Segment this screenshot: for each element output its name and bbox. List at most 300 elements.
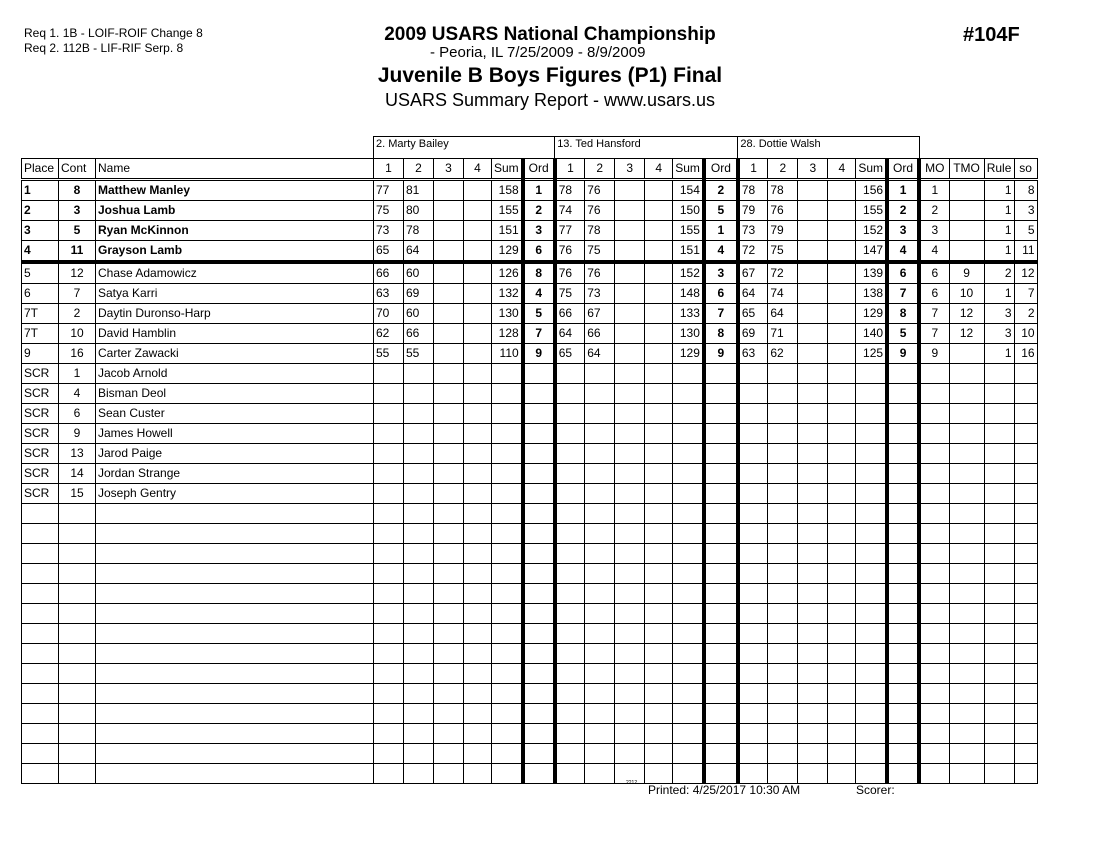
judge1-score-3 <box>434 344 464 364</box>
judge2-score-4 <box>645 424 673 444</box>
cont-cell <box>59 564 96 584</box>
judge2-score-2: 78 <box>585 221 615 241</box>
rule-cell <box>984 644 1014 664</box>
judge3-score-1 <box>738 364 768 384</box>
judge3-ord <box>887 684 919 704</box>
tmo-cell <box>949 241 984 263</box>
judge1-ord: 8 <box>523 262 555 284</box>
judge1-ord: 7 <box>523 324 555 344</box>
judge2-score-4 <box>645 684 673 704</box>
judge1-score-2 <box>404 624 434 644</box>
judge1-sum: 130 <box>492 304 523 324</box>
judge1-sum <box>492 484 523 504</box>
tmo-cell <box>949 364 984 384</box>
judge2-score-1: 78 <box>555 180 585 201</box>
column-header-row <box>22 159 1038 180</box>
judge1-score-3 <box>434 504 464 524</box>
judge2-sum: 154 <box>673 180 704 201</box>
judge3-score-1: 64 <box>738 284 768 304</box>
judge3-score-4 <box>828 364 856 384</box>
judge3-ord: 4 <box>887 241 919 263</box>
judge1-ord: 4 <box>523 284 555 304</box>
judge2-score-1 <box>555 724 585 744</box>
header-judge3-col2: 2 <box>768 159 798 180</box>
judge3-score-2 <box>768 604 798 624</box>
judge1-score-2 <box>404 544 434 564</box>
so-cell: 11 <box>1014 241 1037 263</box>
judge1-score-2 <box>404 684 434 704</box>
rule-cell: 3 <box>984 304 1014 324</box>
table-row <box>22 764 1038 784</box>
judge1-score-4 <box>464 262 492 284</box>
judge1-score-3 <box>434 284 464 304</box>
judge2-score-1 <box>555 624 585 644</box>
judge1-score-3 <box>434 464 464 484</box>
judge3-sum <box>856 684 887 704</box>
so-cell: 16 <box>1014 344 1037 364</box>
judge1-score-3 <box>434 304 464 324</box>
judge2-score-3 <box>615 221 645 241</box>
cont-cell: 4 <box>59 384 96 404</box>
tmo-cell <box>949 404 984 424</box>
judge1-score-3 <box>434 744 464 764</box>
judge3-sum <box>856 544 887 564</box>
judge2-sum <box>673 624 704 644</box>
so-cell <box>1014 424 1037 444</box>
so-cell <box>1014 704 1037 724</box>
judge1-score-2 <box>404 384 434 404</box>
judge3-sum <box>856 504 887 524</box>
name-cell: Joseph Gentry <box>96 484 374 504</box>
judge1-score-4 <box>464 624 492 644</box>
table-row <box>22 544 1038 564</box>
mo-cell <box>919 524 949 544</box>
judge2-ord <box>704 664 738 684</box>
table-row <box>22 424 1038 444</box>
judge3-sum <box>856 484 887 504</box>
mo-cell <box>919 644 949 664</box>
judge1-score-4 <box>464 464 492 484</box>
judge1-score-3 <box>434 544 464 564</box>
judge3-score-2 <box>768 584 798 604</box>
cont-cell: 11 <box>59 241 96 263</box>
judge2-ord <box>704 744 738 764</box>
judge1-score-4 <box>464 180 492 201</box>
tmo-cell <box>949 624 984 644</box>
so-cell: 2 <box>1014 304 1037 324</box>
judge3-score-2 <box>768 424 798 444</box>
judge2-score-2: 66 <box>585 324 615 344</box>
header-judge2-col5: Sum <box>673 159 704 180</box>
judge2-sum <box>673 604 704 624</box>
judge1-sum <box>492 364 523 384</box>
judge1-score-2 <box>404 404 434 424</box>
judge1-score-4 <box>464 704 492 724</box>
judge1-score-1 <box>374 764 404 784</box>
mo-cell <box>919 684 949 704</box>
judge2-score-1: 75 <box>555 284 585 304</box>
judge1-ord <box>523 764 555 784</box>
judge2-score-4 <box>645 262 673 284</box>
judge1-score-3 <box>434 444 464 464</box>
judge1-sum: 132 <box>492 284 523 304</box>
judge2-sum <box>673 664 704 684</box>
event-title: Juvenile B Boys Figures (P1) Final <box>377 64 723 87</box>
judge1-sum <box>492 464 523 484</box>
judge-header-row <box>22 137 1038 159</box>
rule-cell: 1 <box>984 221 1014 241</box>
judge3-score-4 <box>828 564 856 584</box>
judge3-score-2 <box>768 564 798 584</box>
judge1-ord <box>523 744 555 764</box>
judge3-sum <box>856 424 887 444</box>
judge2-score-1 <box>555 404 585 424</box>
judge2-score-4 <box>645 484 673 504</box>
judge3-score-1 <box>738 544 768 564</box>
judge3-score-2 <box>768 664 798 684</box>
judge3-score-1: 72 <box>738 241 768 263</box>
table-row <box>22 584 1038 604</box>
judge3-score-3 <box>798 644 828 664</box>
judge1-score-2 <box>404 424 434 444</box>
tmo-cell <box>949 221 984 241</box>
judge3-score-1 <box>738 604 768 624</box>
judge1-score-4 <box>464 564 492 584</box>
judge3-score-4 <box>828 664 856 684</box>
judge3-score-4 <box>828 304 856 324</box>
judge2-score-2: 76 <box>585 180 615 201</box>
table-row <box>22 524 1038 544</box>
judge2-score-4 <box>645 544 673 564</box>
judge2-score-2 <box>585 464 615 484</box>
judge3-sum <box>856 744 887 764</box>
judge3-sum <box>856 444 887 464</box>
table-row <box>22 664 1038 684</box>
name-cell: Chase Adamowicz <box>96 262 374 284</box>
judge2-ord <box>704 624 738 644</box>
judge2-score-2 <box>585 384 615 404</box>
judge1-score-1 <box>374 364 404 384</box>
cont-cell <box>59 584 96 604</box>
judge3-ord <box>887 624 919 644</box>
rule-cell <box>984 364 1014 384</box>
judge1-score-3 <box>434 704 464 724</box>
judge1-score-3 <box>434 584 464 604</box>
judge1-score-3 <box>434 221 464 241</box>
judge1-score-3 <box>434 201 464 221</box>
judge1-score-1: 62 <box>374 324 404 344</box>
judge3-score-1 <box>738 764 768 784</box>
judge3-score-1 <box>738 504 768 524</box>
judge3-score-4 <box>828 344 856 364</box>
judge2-sum <box>673 704 704 724</box>
judge1-score-1 <box>374 744 404 764</box>
judge2-score-4 <box>645 404 673 424</box>
judge3-score-1 <box>738 684 768 704</box>
judge2-score-1: 64 <box>555 324 585 344</box>
judge1-ord <box>523 564 555 584</box>
rule-cell <box>984 384 1014 404</box>
judge3-sum: 140 <box>856 324 887 344</box>
tmo-cell <box>949 604 984 624</box>
table-row <box>22 744 1038 764</box>
judge2-sum <box>673 644 704 664</box>
rule-cell <box>984 744 1014 764</box>
cont-cell: 10 <box>59 324 96 344</box>
judge2-score-1: 76 <box>555 262 585 284</box>
judge3-sum <box>856 564 887 584</box>
tmo-cell <box>949 544 984 564</box>
judge3-ord <box>887 464 919 484</box>
judge1-score-2 <box>404 464 434 484</box>
place-cell: SCR <box>22 364 59 384</box>
judge1-sum <box>492 624 523 644</box>
judge3-score-4 <box>828 724 856 744</box>
judge3-sum: 129 <box>856 304 887 324</box>
judge1-score-1 <box>374 484 404 504</box>
judge3-ord: 7 <box>887 284 919 304</box>
judge2-score-4 <box>645 180 673 201</box>
place-cell: 6 <box>22 284 59 304</box>
judge2-score-2: 73 <box>585 284 615 304</box>
judge1-ord: 1 <box>523 180 555 201</box>
judge1-score-3 <box>434 564 464 584</box>
judge1-score-2 <box>404 644 434 664</box>
so-cell: 7 <box>1014 284 1037 304</box>
judge3-ord <box>887 584 919 604</box>
rule-cell <box>984 764 1014 784</box>
judge1-ord: 9 <box>523 344 555 364</box>
judge-1-label: 2. Marty Bailey <box>374 137 555 159</box>
tmo-cell <box>949 444 984 464</box>
judge1-score-2: 55 <box>404 344 434 364</box>
header-so: so <box>1014 159 1037 180</box>
judge3-sum: 147 <box>856 241 887 263</box>
judge3-score-4 <box>828 180 856 201</box>
so-cell <box>1014 464 1037 484</box>
judge1-score-3 <box>434 384 464 404</box>
judge3-ord <box>887 404 919 424</box>
judge3-score-2: 78 <box>768 180 798 201</box>
judge1-ord <box>523 584 555 604</box>
judge3-ord: 8 <box>887 304 919 324</box>
mo-cell <box>919 764 949 784</box>
judge3-score-4 <box>828 704 856 724</box>
judge2-score-3 <box>615 684 645 704</box>
judge2-score-4 <box>645 464 673 484</box>
judge1-ord <box>523 444 555 464</box>
table-row <box>22 644 1038 664</box>
table-row <box>22 221 1038 241</box>
judge3-score-4 <box>828 524 856 544</box>
mo-cell: 2 <box>919 201 949 221</box>
judge3-score-3 <box>798 704 828 724</box>
cont-cell <box>59 544 96 564</box>
rule-cell <box>984 584 1014 604</box>
place-cell: 1 <box>22 180 59 201</box>
judge2-sum: 151 <box>673 241 704 263</box>
header-judge3-col6: Ord <box>887 159 919 180</box>
judge1-score-2 <box>404 364 434 384</box>
judge1-sum: 126 <box>492 262 523 284</box>
judge3-score-2: 79 <box>768 221 798 241</box>
so-cell <box>1014 404 1037 424</box>
judge3-score-3 <box>798 764 828 784</box>
judge1-score-1 <box>374 544 404 564</box>
judge1-score-1: 66 <box>374 262 404 284</box>
judge2-score-1: 74 <box>555 201 585 221</box>
judge3-score-3 <box>798 664 828 684</box>
table-row <box>22 704 1038 724</box>
judge3-score-2 <box>768 384 798 404</box>
cont-cell <box>59 684 96 704</box>
judge1-score-4 <box>464 284 492 304</box>
judge1-score-2 <box>404 504 434 524</box>
rule-cell: 1 <box>984 284 1014 304</box>
rule-cell: 1 <box>984 241 1014 263</box>
judge1-score-4 <box>464 484 492 504</box>
judge1-score-3 <box>434 364 464 384</box>
judge2-ord <box>704 504 738 524</box>
judge2-score-4 <box>645 624 673 644</box>
judge2-score-2 <box>585 584 615 604</box>
judge1-sum <box>492 604 523 624</box>
cont-cell <box>59 624 96 644</box>
judge2-score-2 <box>585 724 615 744</box>
judge2-score-3 <box>615 524 645 544</box>
judge3-score-4 <box>828 544 856 564</box>
judge2-score-1 <box>555 444 585 464</box>
table-row <box>22 464 1038 484</box>
mo-cell <box>919 704 949 724</box>
judge2-score-4 <box>645 444 673 464</box>
judge3-score-4 <box>828 504 856 524</box>
judge3-sum <box>856 664 887 684</box>
judge3-sum <box>856 624 887 644</box>
judge3-score-3 <box>798 684 828 704</box>
judge3-score-3 <box>798 241 828 263</box>
judge1-score-3 <box>434 604 464 624</box>
cont-cell: 12 <box>59 262 96 284</box>
table-row <box>22 624 1038 644</box>
tmo-cell <box>949 201 984 221</box>
judge1-score-1 <box>374 684 404 704</box>
judge1-score-1 <box>374 564 404 584</box>
judge2-score-4 <box>645 704 673 724</box>
judge1-score-2: 60 <box>404 262 434 284</box>
name-cell: Ryan McKinnon <box>96 221 374 241</box>
judge2-score-2 <box>585 424 615 444</box>
judge1-score-4 <box>464 404 492 424</box>
judge2-score-3 <box>615 744 645 764</box>
header-judge1-col5: Sum <box>492 159 523 180</box>
judge1-sum: 151 <box>492 221 523 241</box>
header-judge3-col1: 1 <box>738 159 768 180</box>
mo-cell: 4 <box>919 241 949 263</box>
name-cell: Daytin Duronso-Harp <box>96 304 374 324</box>
judge2-ord: 4 <box>704 241 738 263</box>
mo-cell: 3 <box>919 221 949 241</box>
judge1-score-1 <box>374 524 404 544</box>
judge2-ord <box>704 444 738 464</box>
judge3-sum: 156 <box>856 180 887 201</box>
judge2-ord: 9 <box>704 344 738 364</box>
judge3-ord <box>887 744 919 764</box>
cont-cell: 14 <box>59 464 96 484</box>
judge3-score-3 <box>798 604 828 624</box>
mo-cell <box>919 604 949 624</box>
judge1-score-4 <box>464 444 492 464</box>
place-cell: 4 <box>22 241 59 263</box>
judge2-score-3 <box>615 384 645 404</box>
judge2-score-4 <box>645 241 673 263</box>
name-cell <box>96 544 374 564</box>
judge1-score-1 <box>374 704 404 724</box>
name-cell: Matthew Manley <box>96 180 374 201</box>
judge3-score-1 <box>738 644 768 664</box>
judge3-score-3 <box>798 544 828 564</box>
cont-cell: 15 <box>59 484 96 504</box>
judge3-ord <box>887 764 919 784</box>
judge3-score-3 <box>798 424 828 444</box>
judge1-score-1: 65 <box>374 241 404 263</box>
judge1-score-2 <box>404 704 434 724</box>
judge2-sum <box>673 364 704 384</box>
cont-cell: 7 <box>59 284 96 304</box>
table-row <box>22 284 1038 304</box>
header-judge2-col1: 1 <box>555 159 585 180</box>
judge3-score-4 <box>828 262 856 284</box>
judge2-score-2: 75 <box>585 241 615 263</box>
judge1-score-3 <box>434 180 464 201</box>
judge3-ord <box>887 504 919 524</box>
judge1-score-3 <box>434 624 464 644</box>
place-cell <box>22 764 59 784</box>
judge3-score-1 <box>738 384 768 404</box>
judge3-score-3 <box>798 304 828 324</box>
judge3-score-3 <box>798 444 828 464</box>
judge2-sum <box>673 404 704 424</box>
judge3-score-4 <box>828 221 856 241</box>
judge2-ord <box>704 684 738 704</box>
place-cell <box>22 724 59 744</box>
rule-cell: 1 <box>984 344 1014 364</box>
judge1-sum <box>492 544 523 564</box>
place-cell: 7T <box>22 324 59 344</box>
judge2-score-3 <box>615 544 645 564</box>
cont-cell <box>59 744 96 764</box>
judge1-score-3 <box>434 241 464 263</box>
judge3-sum: 152 <box>856 221 887 241</box>
judge2-score-1: 65 <box>555 344 585 364</box>
so-cell <box>1014 364 1037 384</box>
tmo-cell <box>949 504 984 524</box>
rule-cell <box>984 684 1014 704</box>
judge2-score-4 <box>645 744 673 764</box>
printed-timestamp: Printed: 4/25/2017 10:30 AM <box>648 783 801 797</box>
header-cont: Cont <box>59 159 96 180</box>
judge3-score-2 <box>768 684 798 704</box>
judge1-score-4 <box>464 344 492 364</box>
judge3-score-4 <box>828 284 856 304</box>
mo-cell <box>919 744 949 764</box>
header-mo: MO <box>919 159 949 180</box>
judge3-score-4 <box>828 484 856 504</box>
judge3-score-3 <box>798 201 828 221</box>
judge3-score-1: 79 <box>738 201 768 221</box>
judge1-ord <box>523 404 555 424</box>
judge2-sum: 148 <box>673 284 704 304</box>
